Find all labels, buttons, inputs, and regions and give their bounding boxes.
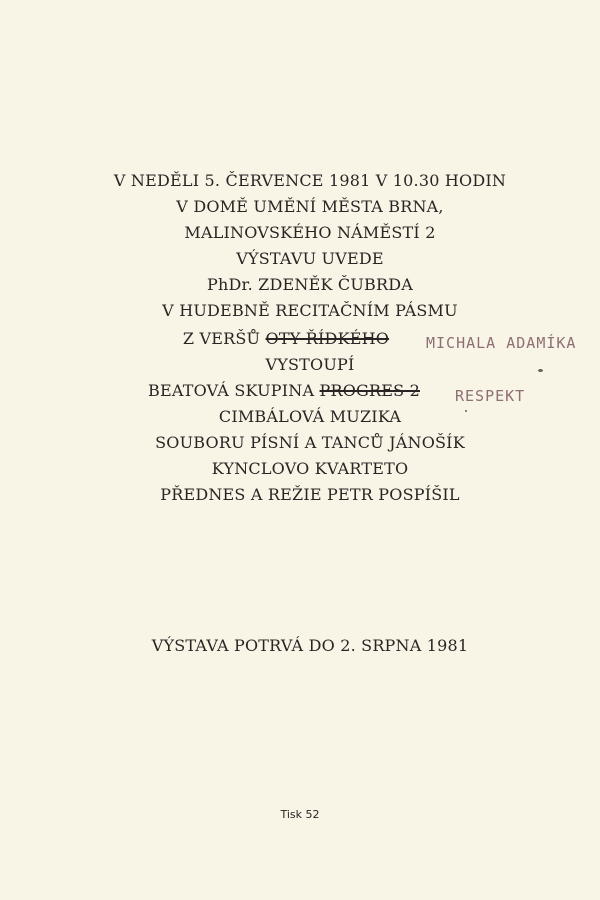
event-date-line: V NEDĚLI 5. ČERVENCE 1981 V 10.30 HODIN [113,171,507,190]
stamped-band-correction: RESPEKT [455,387,526,405]
band-prefix: BEATOVÁ SKUPINA [148,381,315,400]
struck-band-name: PROGRES 2 [319,381,420,400]
speaker-line: PhDr. ZDENĚK ČUBRDA [206,275,414,294]
venue-line: V DOMĚ UMĚNÍ MĚSTA BRNA, [176,197,444,216]
ink-speck [465,410,467,412]
verses-prefix: Z VERŠŮ [182,329,261,348]
direction-line: PŘEDNES A REŽIE PETR POSPÍŠIL [160,485,460,504]
exhibition-duration-line: VÝSTAVA POTRVÁ DO 2. SRPNA 1981 [151,636,469,655]
address-line: MALINOVSKÉHO NÁMĚSTÍ 2 [184,223,436,242]
program-line: V HUDEBNĚ RECITAČNÍM PÁSMU [162,301,458,320]
struck-author-name: OTY ŘÍDKÉHO [265,329,390,348]
opening-line: VÝSTAVU UVEDE [236,249,384,268]
ink-speck [538,369,543,372]
stamped-author-correction: MICHALA ADAMÍKA [426,334,577,352]
ensemble-line: SOUBORU PÍSNÍ A TANCŮ JÁNOŠÍK [155,433,465,452]
cimbalom-line: CIMBÁLOVÁ MUZIKA [218,407,402,426]
performers-line: VYSTOUPÍ [265,355,355,374]
quartet-line: KYNCLOVO KVARTETO [211,459,409,478]
print-mark: Tisk 52 [280,808,320,821]
